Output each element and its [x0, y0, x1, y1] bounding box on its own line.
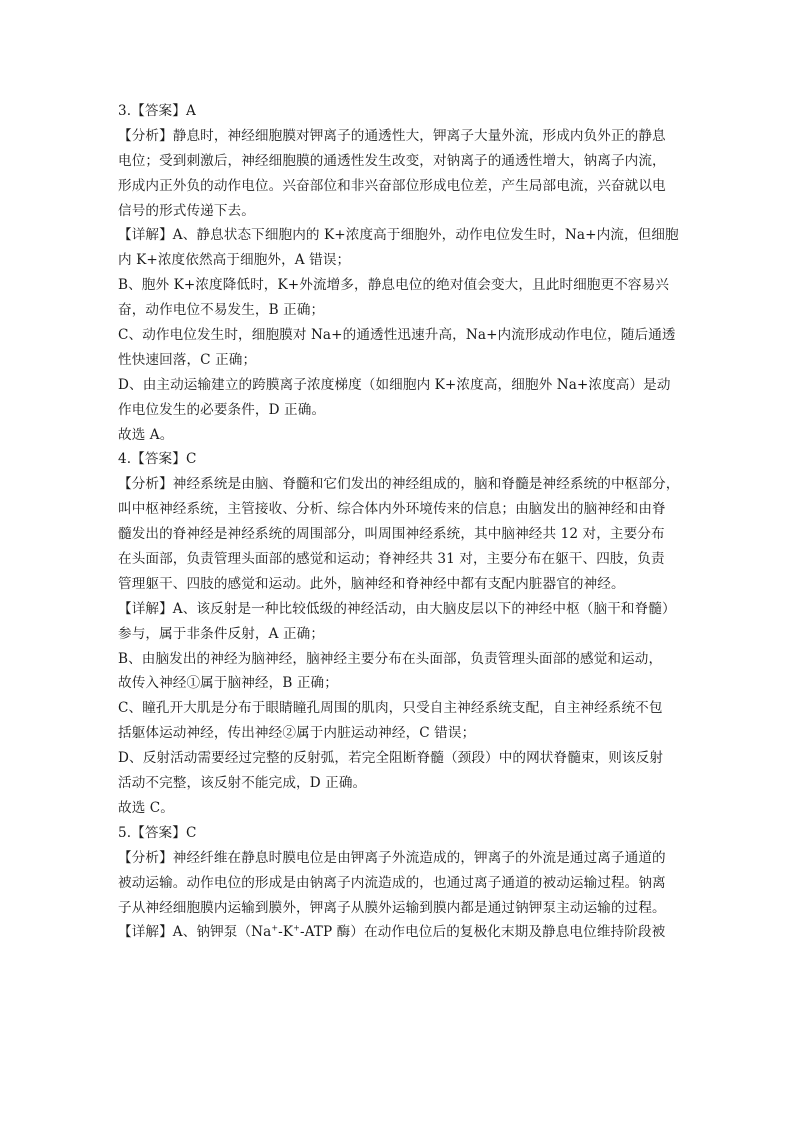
text-line: 髓发出的脊神经是神经系统的周围部分，叫周围神经系统，其中脑神经共 12 对，主要分布 — [118, 526, 665, 543]
text-segment: -ATP 酶）在动作电位后的复极化末期及静息电位维持阶段被 — [299, 924, 666, 941]
text-line: 形成内正外负的动作电位。兴奋部位和非兴奋部位形成电位差，产生局部电流，兴奋就以电 — [118, 177, 666, 194]
text-line: 【分析】静息时，神经细胞膜对钾离子的通透性大，钾离子大量外流，形成内负外正的静息 — [118, 127, 666, 144]
text-line: 活动不完整，该反射不能完成，D 正确。 — [118, 775, 367, 792]
text-line: D、反射活动需要经过完整的反射弧，若完全阻断脊髓（颈段）中的网状脊髓束，则该反射 — [118, 750, 664, 767]
text-line: B、胞外 K+浓度降低时，K+外流增多，静息电位的绝对值会变大，且此时细胞更不容易兴 — [118, 277, 669, 294]
text-line: 管理躯干、四肢的感觉和运动。此外，脑神经和脊神经中都有支配内脏器官的神经。 — [118, 575, 625, 592]
text-line: 故传入神经①属于脑神经，B 正确； — [118, 675, 338, 692]
text-line: B、由脑发出的神经为脑神经，脑神经主要分布在头面部，负责管理头面部的感觉和运动， — [118, 650, 663, 667]
text-line: 故选 C。 — [118, 799, 175, 816]
text-line: 【详解】A、该反射是一种比较低级的神经活动，由大脑皮层以下的神经中枢（脑干和脊髓） — [118, 600, 676, 617]
superscript-charge: + — [293, 923, 300, 933]
text-line: 【详解】A、静息状态下细胞内的 K+浓度高于细胞外，动作电位发生时，Na+内流，但细胞 — [118, 227, 679, 244]
text-line: 内 K+浓度依然高于细胞外，A 错误； — [118, 252, 351, 269]
text-line-last — [118, 920, 680, 945]
text-line: 被动运输。动作电位的形成是由钠离子内流造成的，也通过离子通道的被动运输过程。钠离 — [118, 874, 666, 891]
text-line: 性快速回落，C 正确； — [118, 351, 257, 368]
text-line: 5.【答案】C — [118, 824, 197, 841]
text-line: 在头面部，负责管理头面部的感觉和运动；脊神经共 31 对，主要分布在躯干、四肢，负责 — [118, 551, 665, 568]
text-line: 【分析】神经系统是由脑、脊髓和它们发出的神经组成的，脑和脊髓是神经系统的中枢部分， — [118, 476, 680, 493]
text-segment: 【详解】A、钠钾泵（Na — [118, 924, 272, 941]
text-line: 4.【答案】C — [118, 451, 197, 468]
text-line: 故选 A。 — [118, 426, 174, 443]
text-line: 叫中枢神经系统，主管接收、分析、综合体内外环境传来的信息；由脑发出的脑神经和由脊 — [118, 501, 666, 518]
text-line: 奋，动作电位不易发生，B 正确； — [118, 302, 325, 319]
text-line: 括躯体运动神经，传出神经②属于内脏运动神经，C 错误； — [118, 725, 476, 742]
text-line: 电位；受到刺激后，神经细胞膜的通透性发生改变，对钠离子的通透性增大，钠离子内流， — [118, 152, 666, 169]
text-line: 3.【答案】A — [118, 103, 196, 119]
text-line: 子从神经细胞膜内运输到膜外，钾离子从膜外运输到膜内都是通过钠钾泵主动运输的过程。 — [118, 899, 666, 916]
text-line: C、瞳孔开大肌是分布于眼睛瞳孔周围的肌肉，只受自主神经系统支配，自主神经系统不包 — [118, 700, 663, 717]
text-line: C、动作电位发生时，细胞膜对 Na+的通透性迅速升高，Na+内流形成动作电位，随后通透 — [118, 327, 676, 344]
document-page — [118, 99, 680, 945]
text-line: 信号的形式传递下去。 — [118, 202, 255, 219]
text-segment: -K — [278, 924, 294, 941]
superscript-charge: + — [271, 923, 279, 933]
text-line: 作电位发生的必要条件，D 正确。 — [118, 401, 326, 418]
text-line: 【分析】神经纤维在静息时膜电位是由钾离子外流造成的，钾离子的外流是通过离子通道的 — [118, 849, 666, 866]
text-line: 参与，属于非条件反射，A 正确； — [118, 625, 325, 642]
text-line: D、由主动运输建立的跨膜离子浓度梯度（如细胞内 K+浓度高，细胞外 Na+浓度高）是动 — [118, 376, 671, 393]
